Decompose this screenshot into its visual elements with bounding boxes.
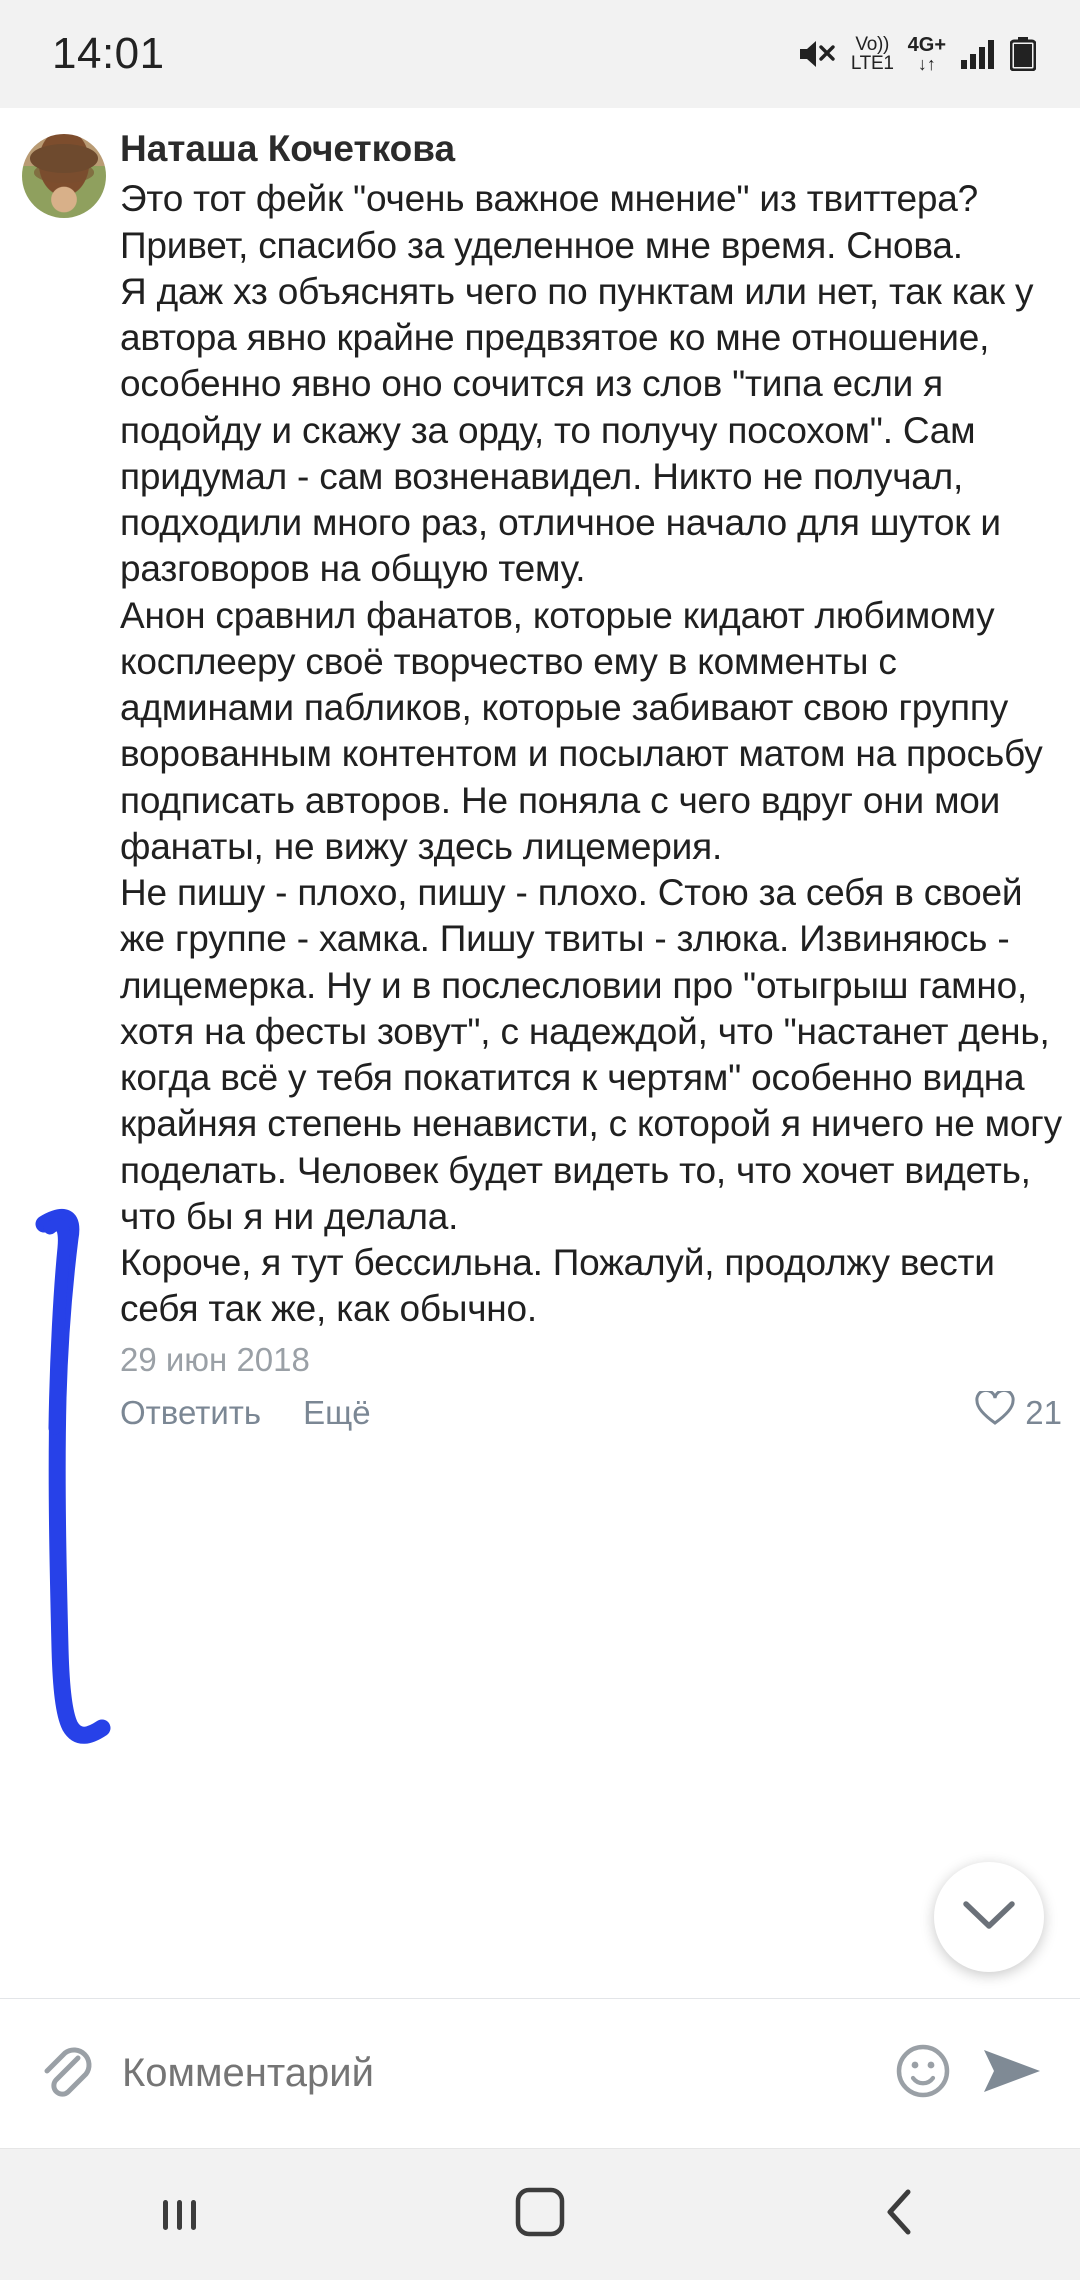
more-button[interactable]: Ещё (303, 1393, 371, 1431)
like-button[interactable] (975, 1391, 1062, 1435)
status-icons (797, 35, 1036, 73)
status-bar (0, 0, 1080, 108)
volte-icon (851, 35, 894, 73)
back-button[interactable] (820, 2149, 980, 2280)
back-chevron-icon[interactable] (878, 2184, 922, 2245)
smiley-icon[interactable] (892, 2040, 954, 2107)
comment-body (120, 126, 1062, 1435)
comment-actions (120, 1391, 1062, 1435)
heart-icon[interactable] (975, 1391, 1015, 1435)
paperclip-icon[interactable] (34, 2040, 96, 2107)
network-arrows-label: ↓↑ (917, 54, 936, 74)
home-square-icon[interactable] (512, 2184, 568, 2245)
battery-icon (1010, 37, 1036, 71)
status-time: 14:01 (52, 29, 165, 78)
recents-button[interactable] (100, 2149, 260, 2280)
volte-top-label: Vo)) (855, 34, 890, 55)
scroll-to-bottom-button[interactable] (934, 1862, 1044, 1972)
comment-actions-left (120, 1394, 371, 1432)
avatar[interactable] (22, 134, 106, 218)
system-navigation-bar[interactable] (0, 2148, 1080, 2280)
comment-paragraph-4: Не пишу - плохо, пишу - плохо. Стою за себя в своей же группе - хамка. Пишу твиты - злюка. Извиняюсь - лицемерка. Ну и в послесловии про "отыгрыш гамно, хотя на фесты зовут", с надеждой, что "настанет день, когда всё у тебя покатится к чертям" особенно видна крайняя степень ненависти, с которой я ничего не могу поделать. Человек будет видеть то, что хочет видеть, что бы я ни делала. (120, 872, 1062, 1237)
comment-thread[interactable] (0, 108, 1080, 1998)
comment-paragraph-2: Я даж хз объяснять чего по пунктам или нет, так как у автора явно крайне предвзятое ко мне отношение, особенно явно оно сочится из слов "типа если я подойду и скажу за орду, то получу посохом". Сам придумал - сам возненавидел. Никто не получал, подходили много раз, отличное начало для шуток и разговоров на общую тему. (120, 270, 1034, 590)
send-icon[interactable] (980, 2042, 1046, 2105)
comment-input-bar[interactable] (0, 1998, 1080, 2148)
volte-bottom-label: LTE1 (850, 53, 894, 74)
like-count: 21 (1025, 1393, 1062, 1431)
mute-icon (797, 36, 837, 72)
comment-timestamp: 29 июн 2018 (120, 1340, 310, 1378)
comment-input[interactable] (122, 2051, 866, 2096)
home-button[interactable] (460, 2149, 620, 2280)
chevron-down-icon[interactable] (962, 1898, 1016, 1937)
comment-paragraph-1: Это тот фейк "очень важное мнение" из твиттера? Привет, спасибо за уделенное мне время. Снова. (120, 178, 978, 266)
comment-author[interactable]: Наташа Кочеткова (120, 128, 456, 169)
network-type-label: 4G+ (907, 34, 946, 56)
comment-paragraph-5: Короче, я тут бессильна. Пожалуй, продолжу вести себя так же, как обычно. (120, 1242, 995, 1330)
signal-icon (960, 38, 996, 70)
comment-paragraph-3: Анон сравнил фанатов, которые кидают любимому косплееру своё творчество ему в комменты с админами пабликов, которые забивают свою группу ворованным контентом и посылают матом на просьбу подписать авторов. Не поняла с чего вдруг они мои фанаты, не вижу здесь лицемерия. (120, 594, 1043, 867)
reply-button[interactable]: Ответить (120, 1393, 262, 1431)
4g-plus-icon (908, 35, 946, 73)
comment-item[interactable] (0, 108, 1080, 1435)
